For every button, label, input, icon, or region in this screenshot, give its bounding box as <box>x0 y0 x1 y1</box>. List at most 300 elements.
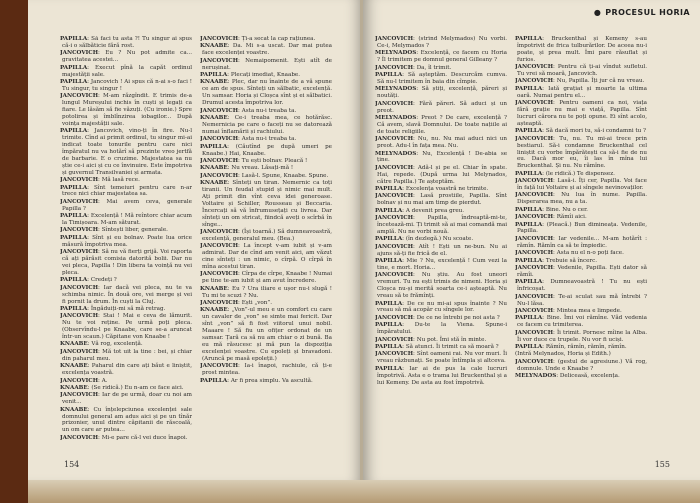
dialogue-line <box>60 385 192 392</box>
dialogue-text: : Mi-e pare că-l vei duce înapoi. <box>98 434 188 441</box>
dialogue-text: : Atît ! Ești un ne-bun. Nu ai ajuns să-ți fie frică de el. <box>377 243 507 257</box>
speaker-name: JANCOVICH <box>200 363 239 370</box>
dialogue-text: : Să dacă mori tu, să-i condamni tu ? <box>542 128 647 135</box>
dialogue-line <box>60 249 192 277</box>
dialogue-line <box>60 227 192 234</box>
dialogue-text: : (strînd Melymados) Nu vorbi. Ce-i, Melymados ? <box>377 36 507 49</box>
dialogue-text: : Îngăduiți-mi să mă retrag. <box>87 305 166 312</box>
dialogue-text: : Du-te la Viena. Spune-i împăratului. <box>377 322 507 336</box>
dialogue-line <box>515 265 647 279</box>
speaker-name: JANCOVICH <box>515 178 554 185</box>
dialogue-text: : (Pleacă.) Bun dimineața. Vedenile, Papilla. <box>517 221 647 235</box>
dialogue-text: : (în dezlegă.) Nu scoate. <box>402 236 474 243</box>
dialogue-line <box>515 315 647 329</box>
dialogue-text: : Să nu vă fierți grijă. Voi raporta că ați părăsit comisia datorită bolii. Dar nu vei pleca, Papilla ! Din libera ta voință nu vei pleca. <box>62 249 192 276</box>
dialogue-text: : Asta nu-i treaba ta. <box>238 136 297 143</box>
dialogue-text: : Jancovich ! Ai spus că n-ai s-o faci ! Tu singur, tu singur ! <box>62 78 192 92</box>
dialogue-line <box>60 407 192 435</box>
dialogue-line <box>515 351 647 358</box>
speaker-name: JANCOVICH <box>200 36 239 42</box>
speaker-name: JANCOVICH <box>515 214 554 221</box>
dialogue-text: : Bine. Nu o cer. <box>542 206 588 213</box>
dialogue-text: : Adă-l și pe el. Chiar în spate. Hai, repede. (După urma lui Melynados, către Papilla.) Te așteptăm. <box>377 164 507 185</box>
dialogue-text: : Lasă-i. Îți cer, Papilla. Voi face în față lui Voltaire și ai sîngele nevinovaților. <box>517 178 647 192</box>
dialogue-line <box>60 93 192 128</box>
dialogue-text: : (Se ridică.) Eu n-am ce face aici. <box>87 384 184 391</box>
speaker-name: JANCOVICH <box>60 313 99 320</box>
dialogue-line <box>515 294 647 308</box>
dialogue-line <box>200 136 332 143</box>
dialogue-line <box>200 115 332 136</box>
dialogue-text: : Sînteți un tiran. Nemernic ca toți tiranii. Un feudal stupid și nimic mai mult. Ați primit din vînt ceva idei generoase. Voltaire și Schiller, Rousseau și Beccaria. Încercați să vă înfrumusețați cu livrea. Dar sînteți un om stricat, fiindcă aveți o scîrbă în sînge... <box>202 180 332 228</box>
speaker-name: PAPILLA <box>375 236 403 243</box>
dialogue-line <box>200 144 332 158</box>
dialogue-text: : Iată grațiat și moarte la ultima oară. Numai pentru el... <box>517 85 647 99</box>
dialogue-line <box>200 58 332 72</box>
dialogue-text: : Eu ? Ura iliare e ușor nu-i slugă ! Tu mi te scuzi ? Nu. <box>202 285 332 299</box>
speaker-name: JANCOVICH <box>200 57 239 64</box>
speaker-name: MELYNADOS <box>375 86 417 93</box>
speaker-name: PAPILLA <box>515 221 543 228</box>
dialogue-line <box>375 72 507 86</box>
speaker-name: PAPILLA <box>200 143 228 150</box>
dialogue-line <box>375 272 507 300</box>
dialogue-line <box>375 36 507 50</box>
dialogue-line <box>60 285 192 306</box>
speaker-name: JANCOVICH <box>515 78 554 85</box>
dialogue-line <box>375 351 507 365</box>
dialogue-line <box>200 271 332 285</box>
dialogue-line <box>515 207 647 214</box>
dialogue-text: : Bine. Îmi voi rămîne. Văd vedenia ce facem cu trimiterea. <box>517 315 647 329</box>
dialogue-text: : Sînt temeiuri pentru care n-ar trece nici chiar majestatea sa. <box>62 184 192 198</box>
dialogue-text: : Mie ? Nu, excelență ! Cum vezi la tine, e mort. Horia... <box>377 258 507 271</box>
dialogue-line <box>375 258 507 272</box>
dialogue-line <box>375 65 507 72</box>
dialogue-text: : Nu vreau. Lăsați-mă ! <box>227 165 294 172</box>
dialogue-line <box>515 86 647 100</box>
speaker-name: PAPILLA <box>60 213 88 220</box>
dialogue-text: : Mintea mea e limpede. <box>553 307 622 314</box>
dialogue-text: : Cu înțelepciunea excelenței sale domnului general am adus aici și pe un tînăr prizonier, unul dintre căpitanii de răscoală, un om care ar putea... <box>62 406 192 434</box>
speaker-name: JANCOVICH <box>200 172 239 179</box>
dialogue-text: : Sînt oameni rai. Nu vor muri. Îi vreau răzbunați. Se poate întîmpla și altceva. <box>377 351 507 365</box>
dialogue-line <box>515 344 647 351</box>
dialogue-line <box>60 306 192 313</box>
dialogue-line <box>375 215 507 236</box>
dialogue-text: : Plecați imediat, Knaabe. <box>227 72 301 79</box>
dialogue-line <box>515 250 647 257</box>
speaker-name: MELYNADOS <box>375 150 417 157</box>
running-header <box>594 8 690 17</box>
dialogue-line <box>515 128 647 135</box>
left-page-number: 154 <box>64 460 80 469</box>
right-page-column-1 <box>375 36 507 456</box>
speaker-name: PAPILLA <box>375 343 403 350</box>
book-spread <box>28 0 700 503</box>
dialogue-line <box>60 79 192 93</box>
dialogue-text: : Nu lua în nume. Papilla. Disperarea mea, nu a ta. <box>517 192 647 206</box>
speaker-name: JANCOVICH <box>60 93 99 100</box>
speaker-name: PAPILLA <box>60 184 88 191</box>
speaker-name: JANCOVICH <box>515 235 554 242</box>
dialogue-line <box>375 315 507 322</box>
dialogue-line <box>200 72 332 79</box>
dialogue-text: : Preot ? De care, excelență ? Că avem, slavă Domnului. De toate națiile ai de toate religiile. <box>377 114 507 135</box>
dialogue-text: : Nu, Excelență ! De-abia se ține. <box>377 150 507 164</box>
dialogue-text: : De ce nu mi-ai spus înainte ? Nu vreau să mă acopăr cu sîngele lor. <box>377 300 507 314</box>
dialogue-text: : Iar dacă vei pleca, nu te va schimba nimic. În două ore, vei merge și vei fi pornit la drum. În cuști la Cluj. <box>62 284 192 305</box>
dialogue-text: : Să atunci. Îi trimit ca să moară ? <box>402 343 499 350</box>
dialogue-line <box>60 177 192 184</box>
dialogue-line <box>375 165 507 186</box>
dialogue-line <box>515 308 647 315</box>
dialogue-line <box>515 359 647 373</box>
dialogue-line <box>375 115 507 136</box>
dialogue-line <box>375 337 507 344</box>
dialogue-line <box>515 279 647 293</box>
dialogue-text: : Bruckenthal și Kemeny s-au împotrivit de frica tulburărilor. De aceea nu-i poate, și prea mult. Îmi pare răsuflat și furios. <box>517 36 647 63</box>
dialogue-line <box>515 258 647 265</box>
dialogue-text: : Execut pînă la capăt ordinul majestății sale. <box>62 64 192 78</box>
dialogue-text: : M-am răzgîndit. E trimis de-a lungul Mureșului inchis în cuști și legați ca fiare. Le lăsăm să fie văzuți. (Cu ironie.) Spre potolirea și îmblînzirea iobagilor... După voința majestății sale. <box>62 93 192 127</box>
dialogue-line <box>200 165 332 172</box>
speaker-name: PAPILLA <box>515 170 543 177</box>
speaker-name: KNAABE <box>200 180 228 187</box>
dialogue-line <box>375 301 507 315</box>
dialogue-text: : Vă rog, excelență. <box>87 341 143 348</box>
dialogue-line <box>515 192 647 206</box>
speaker-name: PAPILLA <box>515 128 543 135</box>
dialogue-text: : Excelență ! Mă reîntorc chiar acum la Timișoara. M-am săturat. <box>62 213 192 227</box>
speaker-name: PAPILLA <box>60 64 88 71</box>
speaker-name: PAPILLA <box>60 128 88 135</box>
dialogue-line <box>200 158 332 165</box>
dialogue-line <box>200 79 332 107</box>
speaker-name: JANCOVICH <box>375 164 414 171</box>
dialogue-text: : La încept v-am iubit și v-am admirat. Dar de cînd am venit aici, am văzut cine sînteți : un nimic, o cîrpă. O cîrpă în mîna acestui tiran. <box>202 243 332 270</box>
dialogue-text: : Lasă-l. Spune, Knaabe. Spune. <box>238 172 329 179</box>
dialogue-text: : Ești „von”. <box>238 300 273 307</box>
dialogue-text: : Sînt și eu bolnav. Poate lua orice măsură împotriva mea. <box>62 234 192 248</box>
dialogue-text: : Papilla, îndreaptă-mi-te, încetează-mi. Ți trimit să ai mai comandă mai amplă. Nu ne vorbi nouă. <box>377 215 507 235</box>
speaker-name: PAPILLA <box>515 85 543 92</box>
dialogue-line <box>375 151 507 165</box>
dialogue-line <box>60 213 192 227</box>
speaker-name: PAPILLA <box>375 72 403 79</box>
dialogue-text: : Trebuie să încerc. <box>542 257 598 264</box>
speaker-name: PAPILLA <box>200 72 228 79</box>
speaker-name: JANCOVICH <box>60 249 99 256</box>
dialogue-line <box>515 64 647 78</box>
speaker-name: JANCOVICH <box>375 351 414 358</box>
speaker-name: KNAABE <box>200 43 228 50</box>
dialogue-text: : Credeți ? <box>87 277 117 284</box>
dialogue-text: : Mă lasă rece. <box>98 177 140 184</box>
dialogue-line <box>375 236 507 243</box>
speaker-name: JANCOVICH <box>60 50 99 57</box>
dialogue-text: : Cîrpa de cîrpe, Knaabe ! Numai pe tine te-am iubit și am avut încredere. <box>202 271 332 285</box>
dialogue-text: : Excelență, ce facem cu Horia ? Îl trimitem pe domnul general Gilleany ? <box>377 50 507 64</box>
dialogue-text: : Excelența voastră ne trimite. <box>402 186 489 193</box>
dialogue-text: : Nu știu. Au fost uneori vremuri. Tu nu ești trimis de nimeni. Horia și Cloșca nu-și merită soarta ce-i așteaptă. Nu vreau să te frămînți. <box>377 272 507 300</box>
dialogue-line <box>200 300 332 307</box>
dialogue-line <box>200 307 332 362</box>
dialogue-text: : Da, îl trimit. <box>413 64 452 71</box>
dialogue-line <box>60 363 192 377</box>
speaker-name: PAPILLA <box>60 234 88 241</box>
speaker-name: JANCOVICH <box>200 157 239 164</box>
dialogue-line <box>60 50 192 64</box>
speaker-name: PAPILLA <box>60 305 88 312</box>
speaker-name: JANCOVICH <box>200 271 239 278</box>
dialogue-line <box>200 43 332 57</box>
speaker-name: PAPILLA <box>375 207 403 214</box>
dialogue-text: : Nu, Papilla. Îți jur că nu vreau. <box>553 78 645 85</box>
speaker-name: JANCOVICH <box>515 329 554 336</box>
dialogue-line <box>200 180 332 228</box>
dialogue-line <box>375 208 507 215</box>
dialogue-line <box>515 36 647 64</box>
speaker-name: JANCOVICH <box>200 300 239 307</box>
dialogue-line <box>60 235 192 249</box>
dialogue-line <box>60 341 192 348</box>
dialogue-text: : Ar fi prea simplu. Va ascultă. <box>227 377 313 384</box>
dialogue-line <box>200 363 332 377</box>
speaker-name: PAPILLA <box>515 36 543 42</box>
right-page-number: 155 <box>654 460 670 469</box>
speaker-name: JANCOVICH <box>375 193 414 200</box>
speaker-name: KNAABE <box>60 363 88 370</box>
dialogue-line <box>375 136 507 150</box>
dialogue-line <box>200 378 332 385</box>
speaker-name: PAPILLA <box>375 322 403 329</box>
dialogue-text: : A. <box>98 377 108 384</box>
speaker-name: JANCOVICH <box>200 228 239 235</box>
dialogue-text: : De ce ne întrebi pe noi asta ? <box>413 314 500 321</box>
speaker-name: PAPILLA <box>515 315 543 322</box>
dialogue-text: : Jancovich, vino-ți în fire. Nu-l trimite. Cînd ai primit ordinul, tu singur mi-ai indicat toate tonurile pentru care nici împăratul nu va hotărî să prezinte vreo jertfă de barbarie. E o cruzime. Majestatea sa nu știe ce-i aici și cu ce învinuire. Este împotriva și guvernul Transilvaniei și armata. <box>62 128 192 176</box>
dialogue-line <box>515 222 647 236</box>
dialogue-line <box>60 36 192 50</box>
dialogue-line <box>375 186 507 193</box>
dialogue-line <box>60 392 192 406</box>
dialogue-line <box>200 108 332 115</box>
left-page <box>28 0 363 480</box>
dialogue-text: : Îi trimit. Pornesc mîine la Alba. Îi vor duce cu trupele. Nu vor fi uciși. <box>517 329 647 343</box>
speaker-name: JANCOVICH <box>515 250 554 257</box>
bullet-icon: ● <box>593 8 602 17</box>
speaker-name: JANCOVICH <box>375 64 414 71</box>
dialogue-line <box>515 78 647 85</box>
dialogue-text: (Intră Melynados, Horia și Edith.) <box>515 351 611 358</box>
dialogue-text: : Să așteptăm. Descurcăm cumva. Să nu-l trimitem în baia din cîmpie. <box>377 72 507 85</box>
speaker-name: JANCOVICH <box>375 314 414 321</box>
dialogue-line <box>200 286 332 300</box>
dialogue-text: : Asta nu-i treaba ta. <box>238 107 297 114</box>
dialogue-text: : Să știți, excelență, păreri și noutăți. <box>377 86 507 100</box>
speaker-name: JANCOVICH <box>200 243 239 250</box>
dialogue-text: : Eu ? Nu pot admite ca... gravitatea acestei... <box>62 50 192 64</box>
speaker-name: JANCOVICH <box>60 348 99 355</box>
header-title: PROCESUL HORIA <box>605 8 690 17</box>
dialogue-text: : Ți-a secat la cap rațiunea. <box>238 36 316 42</box>
speaker-name: PAPILLA <box>60 277 88 284</box>
speaker-name: JANCOVICH <box>60 227 99 234</box>
dialogue-line <box>60 435 192 442</box>
speaker-name: JANCOVICH <box>515 135 554 142</box>
speaker-name: PAPILLA <box>200 377 228 384</box>
speaker-name: PAPILLA <box>375 258 403 265</box>
speaker-name: JANCOVICH <box>60 392 99 399</box>
dialogue-text: : Tu ești bolnav. Pleacă ! <box>238 157 308 164</box>
dialogue-text: : Tu, nu. Tu mi-ai trece prin bestiarul. Să-i condamne Bruckenthal cel liniștit cu vorbe împărătești ca să-i fie de nu eu. Dacă mor eu, îi las în mîna lui Bruckenthal. Și nu. Nu rămîne. <box>517 135 647 170</box>
right-page <box>363 0 700 480</box>
dialogue-text: : Plec, dar nu înainte de a vă spune ce am de spus. Sînteți un sălbatic, excelență. Un samsar. Horia și Cloșca sînt și ei sălbatici. Drumul acesta împotriva lor. <box>202 79 332 107</box>
dialogue-text: : Nu, nu. Nu mai aduci nici un preot. Adu-l în fața mea. Nu. <box>377 136 507 150</box>
dialogue-text: : (le ridică.) Te dispensez. <box>542 170 615 177</box>
speaker-name: PAPILLA <box>515 279 543 286</box>
dialogue-line <box>60 313 192 341</box>
speaker-name: PAPILLA <box>60 36 88 42</box>
speaker-name: JANCOVICH <box>515 265 554 271</box>
speaker-name: PAPILLA <box>375 300 403 307</box>
dialogue-text: : Iar de pe urmă, doar cu noi am venit... <box>62 392 192 406</box>
dialogue-text: : A devenit prea greu. <box>402 207 465 214</box>
dialogue-text: : Ce-i treaba mea, ce hotărăsc. Nemernicia pe care o faceți nu se datorează numai înflamării și rachiului. <box>202 114 332 135</box>
speaker-name: JANCOVICH <box>375 36 414 42</box>
dialogue-line <box>515 178 647 192</box>
dialogue-line <box>375 86 507 100</box>
speaker-name: JANCOVICH <box>60 434 99 441</box>
dialogue-line <box>375 366 507 387</box>
left-page-column-2 <box>200 36 332 456</box>
dialogue-line <box>515 171 647 178</box>
dialogue-line <box>515 373 647 380</box>
dialogue-text: : Mă tot uit la tine : bei, și chiar din paharul meu. <box>62 348 192 362</box>
dialogue-text: : Pentru oameni ca noi, viața fără grație nu mai e viață, Papilla. Sînt lucruri cărora nu te poți opune. Ei sînt acolo, așteaptă. <box>517 100 647 127</box>
dialogue-text: : Mai avem ceva, generale Papilla ? <box>62 198 192 212</box>
speaker-name: JANCOVICH <box>515 293 554 300</box>
dialogue-line <box>375 344 507 351</box>
dialogue-line <box>515 236 647 250</box>
speaker-name: JANCOVICH <box>515 64 554 71</box>
speaker-name: KNAABE <box>200 307 228 314</box>
speaker-name: JANCOVICH <box>200 107 239 114</box>
speaker-name: JANCOVICH <box>375 243 414 250</box>
dialogue-line <box>60 185 192 199</box>
speaker-name: KNAABE <box>200 114 228 121</box>
dialogue-line <box>60 378 192 385</box>
dialogue-text: : Lasă prostiile, Papilla. Sînt bolnav și nu mai am timp de pierdut. <box>377 193 507 207</box>
dialogue-text: : Deliceasă, excelența. <box>556 373 620 380</box>
speaker-name: JANCOVICH <box>515 100 554 107</box>
dialogue-text: : Pentru că ți-ai vîndut sufletul. Tu vrei să moară, Jancovich. <box>517 64 647 78</box>
dialogue-text: : Sîntești liber, generale. <box>98 227 168 234</box>
speaker-name: PAPILLA <box>60 78 88 85</box>
dialogue-text: : Iar vedenile... M-am hotărît : rămîn. Rămîn ca să te împiedic. <box>517 235 647 249</box>
speaker-name: MELYNADOS <box>375 50 417 57</box>
speaker-name: KNAABE <box>60 384 88 391</box>
speaker-name: PAPILLA <box>375 365 403 372</box>
dialogue-line <box>515 214 647 221</box>
dialogue-line <box>375 322 507 336</box>
speaker-name: PAPILLA <box>515 257 543 264</box>
dialogue-text: : Ia-i înapoi, rachiule, că ți-e prost mintea. <box>202 363 332 377</box>
left-page-column-1 <box>60 36 192 456</box>
dialogue-text: : Stai ! Mai e ceva de lămurit. Nu te voi reține. Pe urmă poți pleca. (Observîndu-l pe Knaabe, care se-a aruncat într-un scaun.) Căpitane von Knaabe ! <box>62 313 192 341</box>
dialogue-text: : Dumneavoastră ! Tu nu ești înfricoșat. <box>517 279 647 293</box>
speaker-name: MELYNADOS <box>515 373 557 380</box>
dialogue-line <box>200 243 332 271</box>
dialogue-text: : Rămîn, rămîn, rămîn, rămîn. <box>542 343 627 350</box>
speaker-name: PAPILLA <box>375 186 403 193</box>
dialogue-line <box>60 65 192 79</box>
speaker-name: JANCOVICH <box>515 192 554 199</box>
dialogue-line <box>200 36 332 43</box>
dialogue-text: : Asta nu el n-o poți face. <box>553 250 624 257</box>
speaker-name: JANCOVICH <box>375 136 414 143</box>
dialogue-line <box>60 199 192 213</box>
speaker-name: JANCOVICH <box>515 358 554 365</box>
dialogue-text: : Da. Mi s-a uscat. Dar mai putea face excelenței voastre. <box>202 43 332 57</box>
page-edges <box>28 480 700 503</box>
speaker-name: KNAABE <box>60 406 88 413</box>
speaker-name: JANCOVICH <box>60 284 99 291</box>
speaker-name: JANCOVICH <box>60 377 99 384</box>
dialogue-text: : Te-ai sculat sau mă întrebi ? Nu-l lăsa. <box>517 293 647 307</box>
speaker-name: KNAABE <box>200 79 228 86</box>
dialogue-text: : Nemaipomenit. Ești atît de nerușinat. <box>202 57 332 71</box>
dialogue-text: : (Căutînd pe după umeri pe Knaabe.) Hai, Knaabe. <box>202 143 332 157</box>
dialogue-text: : (gestul de agresiune.) Vă rog, domnule. Unde e Knaabe ? <box>517 358 647 372</box>
dialogue-line <box>200 229 332 243</box>
speaker-name: KNAABE <box>200 165 228 172</box>
speaker-name: JANCOVICH <box>375 100 414 107</box>
dialogue-line <box>60 128 192 176</box>
dialogue-text: : Iar ai de pus la cale lucruri împotrivă. Asta e o trama lui Bruckenthal și a lui Kemeny. De asta au fost împotrivă. <box>377 365 507 386</box>
dialogue-text: : Vedenile, Papilla. Ești dator să rămîi. <box>517 265 647 278</box>
speaker-name: MELYNADOS <box>375 114 417 121</box>
dialogue-line <box>375 193 507 207</box>
dialogue-line <box>60 277 192 284</box>
speaker-name: JANCOVICH <box>60 198 99 205</box>
speaker-name: JANCOVICH <box>200 136 239 143</box>
speaker-name: PAPILLA <box>515 343 543 350</box>
dialogue-text: : Să faci tu asta ?! Tu singur ai spus că-i o sălbăticie fără rost. <box>62 36 192 49</box>
dialogue-line <box>515 136 647 171</box>
dialogue-line <box>375 101 507 115</box>
dialogue-text: : „Von”-ul meu e un comfort cu care un cavaler de „von” se simte mai fericit. Dar sînt „von” să fi fost viitorul unui nobil. Maaare ! Să fiu un ofițer ordonat de un samsar. Țară ca să nu am chiar o zi bună. Ba eu mă răsucesc și mă pun la dispoziția excelenței voastre. Cu epoleți și bravadoni. (Aruncă pe masă epoleții.) <box>202 307 332 362</box>
dialogue-text: : Rămîi aici. <box>553 214 587 221</box>
dialogue-text: : (Își toarnă.) Să dumneavoastră, excelență, generalul meu. (Bea.) <box>202 228 332 242</box>
speaker-name: KNAABE <box>200 285 228 292</box>
right-page-column-2 <box>515 36 647 456</box>
speaker-name: PAPILLA <box>515 206 543 213</box>
speaker-name: JANCOVICH <box>60 177 99 184</box>
speaker-name: JANCOVICH <box>515 307 554 314</box>
speaker-name: JANCOVICH <box>375 336 414 343</box>
dialogue-line <box>375 244 507 258</box>
speaker-name: KNAABE <box>60 341 88 348</box>
dialogue-line <box>200 173 332 180</box>
dialogue-text: : Paharul din care ați băut e liniștit, excelența voastră. <box>62 363 192 377</box>
speaker-name: JANCOVICH <box>375 272 414 279</box>
dialogue-line <box>515 100 647 128</box>
dialogue-line <box>515 330 647 344</box>
dialogue-line <box>375 50 507 64</box>
speaker-name: JANCOVICH <box>375 215 414 222</box>
